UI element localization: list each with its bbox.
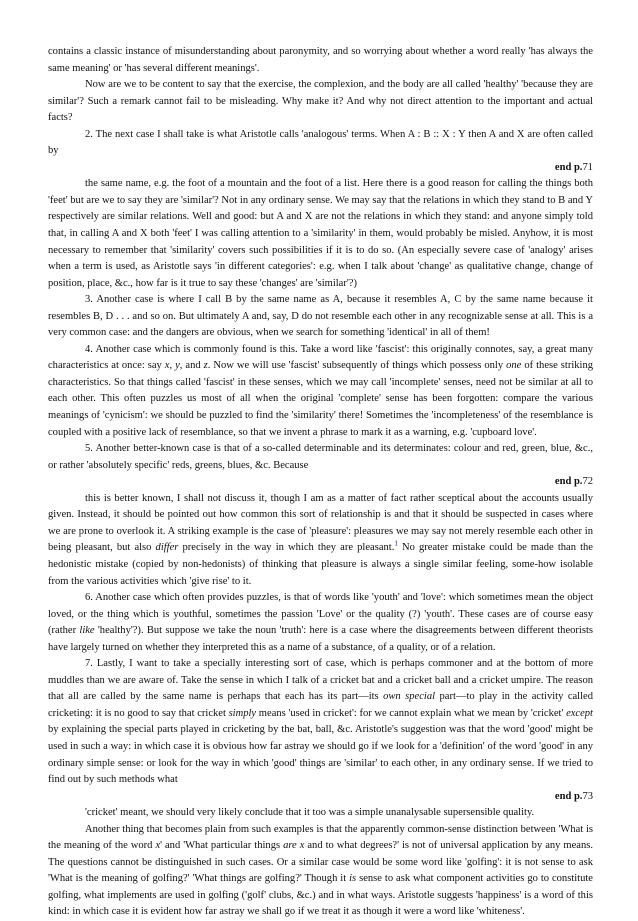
italic-text: own special — [383, 691, 436, 703]
text-run: by explaining the special parts played in cricketing by the bat, ball, &c. Aristotle's suggestion was that the word 'good' might be used in such a way: in which case it is obvious how far astray we should go if we look for a 'definition' of the word 'good' in any ordinary simple sense: or look for the way in which 'good' things are 'similar' to each other, in any ordinary sense. If we tried to find out by such methods what — [48, 724, 593, 786]
text-run: this is better known, I shall not discuss it, though I am as a matter of fact rather sceptical about the accounts usually given. Instead, it should be pointed out how common this sort of relationship is and that it should be suspected in cases where we are prone to overlook it. A striking example is the case of 'pleasure': pleasures we may say not merely resemble each other in being pleasant, but also — [48, 492, 593, 554]
text-run: 7. Lastly, I want to take a specially interesting sort of case, which is perhaps commoner and at the bottom of more muddles than we are aware of. Take the sense in which I talk of a cricket bat and a cricket ball and a cricket umpire. The reason that all are called by the same name is perhaps that each has its part—its — [48, 658, 593, 703]
italic-text: like — [79, 625, 95, 637]
text-block-1 — [48, 44, 593, 160]
text-run: No greater mistake could be made than the hedonistic mistake (copied by non-hedonists) of thinking that pleasure is always a single similar feeling, some-how isolable from the various activities which 'give rise' to it. — [48, 542, 593, 587]
paragraph — [48, 491, 593, 590]
text-run: contains a classic instance of misunderstanding about paronymity, and so worrying about whether a word really 'has always the same meaning' or 'has several different meanings'. — [48, 46, 593, 74]
text-run: . Now we will use 'fascist' subsequently of things which possess only — [207, 360, 507, 372]
paragraph — [48, 44, 593, 77]
text-run: 2. The next case I shall take is what Aristotle calls 'analogous' terms. When A : B :: X : Y then A and X are often called by — [48, 128, 593, 157]
paragraph — [48, 441, 593, 474]
text-run: and to what degrees?' is not of universal application by any means. The questions cannot be distinguished in such cases. Or a similar case would be some word like 'golfing': it is not sense to ask 'What is the meaning of golfing?' 'What things are golfing?' Though it — [48, 840, 593, 885]
paragraph — [48, 656, 593, 788]
italic-text: one — [506, 360, 522, 372]
paragraph — [48, 77, 593, 127]
italic-text: is — [349, 873, 357, 885]
paragraph — [48, 176, 593, 292]
paragraph — [48, 822, 593, 921]
paragraph — [48, 127, 593, 160]
italic-text: are x — [283, 840, 305, 852]
italic-text: simply — [228, 707, 257, 719]
italic-text: z — [203, 360, 208, 372]
text-run: sense to ask what component activities go to constitute golfing, what implements are used in golfing ('golf' clubs, &c.) and in what ways. Aristotle suggests 'happiness' is a word of this kind: in which case it is evident how far astray we shall go if we treat it as though it were a word like 'whiteness'. — [48, 873, 593, 918]
page-marker-71: end p.71 — [554, 161, 593, 173]
text-block-4 — [48, 805, 593, 921]
text-block-2 — [48, 176, 593, 474]
footnote-ref[interactable]: 1 — [394, 539, 398, 548]
text-run: , and — [179, 360, 204, 372]
text-run: 3. Another case is where I call B by the same name as A, because it resembles A, C by the same name because it resembles B, D . . . and so on. But ultimately A and, say, D do not resemble each other in any recognizable sense at all. This is a very common case: and the dangers are obvious, when we search for something 'identical' in all of them! — [48, 294, 593, 339]
italic-text: x, y — [164, 360, 180, 372]
italic-text: except — [566, 707, 593, 719]
page-marker-73: end p.73 — [554, 790, 593, 802]
text-run: 'cricket' meant, we should very likely conclude that it too was a simple unanalysable supersensible quality. — [85, 807, 535, 819]
text-run: 5. Another better-known case is that of a so-called determinable and its determinates: colour and red, green, blue, &c., or rather 'absolutely specific' reds, greens, blues, &c. Because — [48, 443, 593, 471]
text-run: Now are we to be content to say that the exercise, the complexion, and the body are all called 'healthy' 'because they are similar'? Such a remark cannot fail to be misleading. Why make it? And why not direct attention to the important and actual facts? — [48, 79, 593, 124]
text-run: 4. Another case which is commonly found is this. Take a word like 'fascist': this originally connotes, say, a great many characteristics at once: say — [48, 343, 593, 372]
paragraph — [48, 342, 593, 441]
paragraph — [48, 805, 593, 822]
text-run: of these striking characteristics. So that things called 'fascist' in these senses, which we may call 'incomplete' senses, need not be similar at all to each other. This often puzzles us most of all when the original 'complete' sense has been forgotten: compare the various meanings of 'cynicism': we should be puzzled to find the 'similarity' there! Sometimes the 'incompleteness' of the resemblance is coupled with a positive lack of resemblance, so that we invent a phrase to mark it as a warning, e.g. 'cupboard love'. — [48, 360, 594, 438]
text-run: the same name, e.g. the foot of a mountain and the foot of a list. Here there is a good reason for calling the things both 'feet' but are we to say they are 'similar'? Not in any ordinary sense. We may say that the relations in which they stand to B and Y respectively are similar relations. Well and good: but A and X are not the relations in which they stand: and anyone simply told that, in calling A and X both 'feet' I was calling attention to a 'similarity' in them, would probably be misled. Anyhow, it is most necessary to remember that 'similarity' covers such possibilities if it is to do so. (An especially severe case of 'analogy' arises when a term is used, as Aristotle says 'in different categories': e.g. when I talk about 'change' as qualitative change, change of position, place, &c., how far is it true to say these 'changes' are 'similar'?) — [48, 178, 593, 289]
text-run: 6. Another case which often provides puzzles, is that of words like 'youth' and 'love': which sometimes mean the object loved, or the thing which is youthful, sometimes the passion 'Love' or the quality (?) 'youth'. These cases are of course easy (rather — [48, 592, 593, 637]
paragraph — [48, 590, 593, 656]
page-marker-72: end p.72 — [554, 476, 593, 488]
italic-text: x — [155, 840, 161, 852]
text-block-3 — [48, 491, 593, 789]
text-run: means 'used in cricket': for we cannot explain what we mean by 'cricket' — [256, 707, 567, 719]
text-run: ' and 'What particular things — [160, 840, 284, 852]
text-run: part—to play in the activity called cricketing: it is no good to say that cricket — [48, 691, 593, 719]
paragraph — [48, 292, 593, 342]
text-run: precisely in the way in which they are pleasant. — [178, 542, 395, 554]
text-run: 'healthy'?). But suppose we take the noun 'truth': here is a case where the disagreements between different theorists have largely turned on whether they interpreted this as a name of a substance, of a quality, or of a relation. — [48, 625, 593, 653]
text-run: Another thing that becomes plain from such examples is that the apparently common-sense distinction between 'What is the meaning of the word — [48, 823, 593, 852]
italic-text: differ — [155, 542, 179, 554]
